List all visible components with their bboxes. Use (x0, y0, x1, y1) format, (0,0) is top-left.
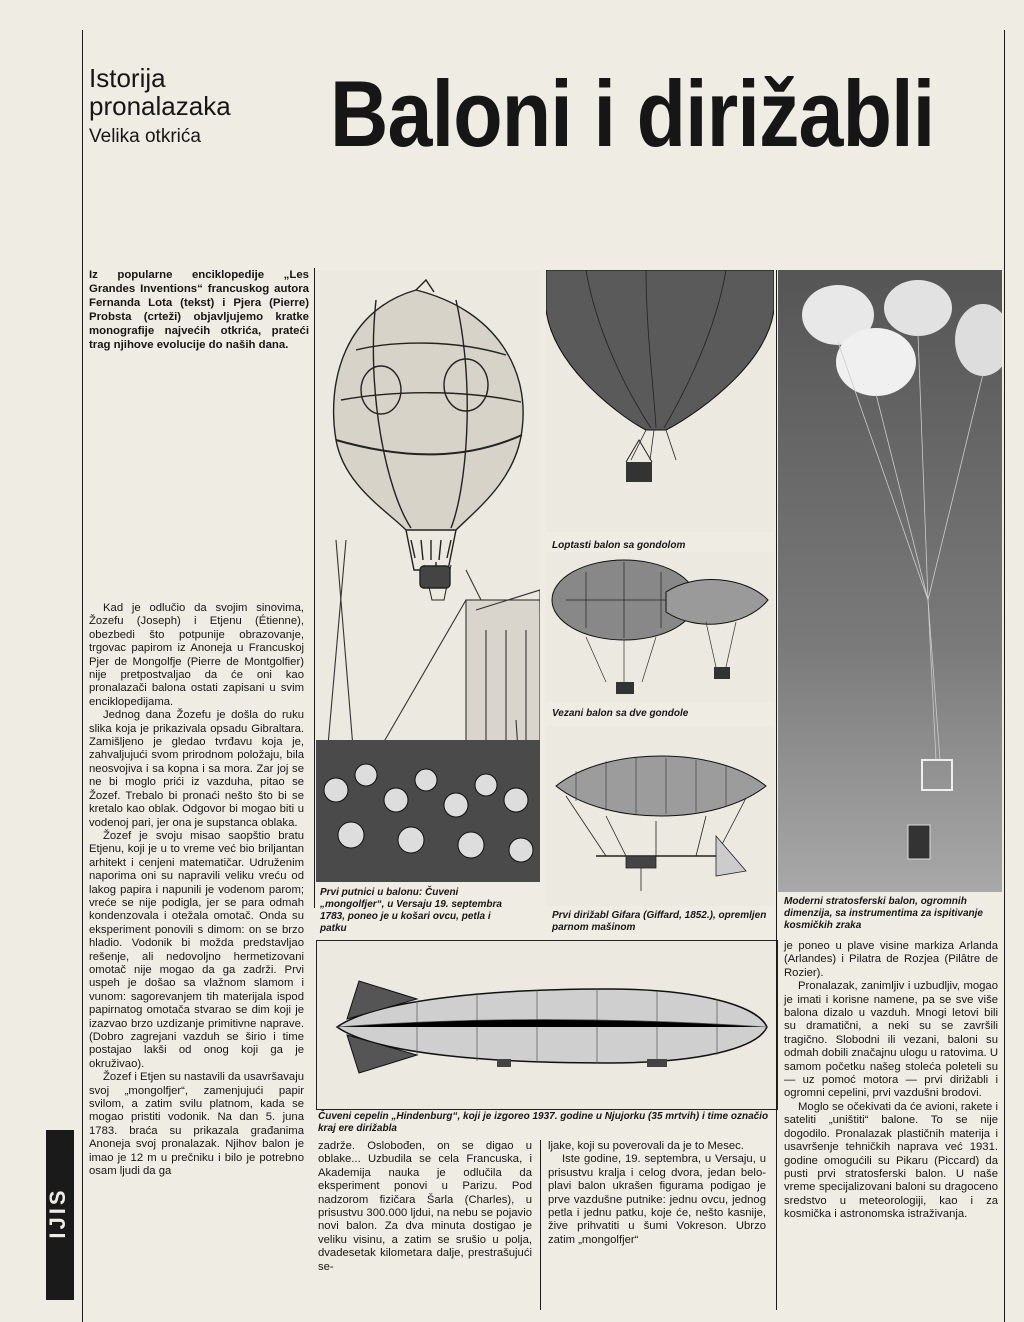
side-logo-text: IJIS (45, 1187, 70, 1239)
paragraph: ljake, koji su poverovali da je to Mesec. (548, 1140, 744, 1152)
stratospheric-balloon-photo (778, 270, 1002, 892)
caption-giffard: Prvi dirižabl Gifara (Giffard, 1852.), opremljen parnom mašinom (552, 910, 767, 933)
caption-tethered: Vezani balon sa dve gondole (552, 708, 689, 719)
paragraph: Moglo se očekivati da će avioni, rakete i sateliti „uništiti“ balone. To se nije dogodilo. Pronalazak plastičnih materija i usavršenje tehničkih naprava već 1931. godine omogućili su Pikaru (Piccard) da pusti prvi stratosferski balon. U naše vreme specijalizovani baloni su dragoceno sredstvo u meteorologiji, kao i za kosmička i astronomska istraživanja. (784, 1100, 998, 1221)
intro-paragraph: Iz popularne enciklopedije „Les Grandes Inventions“ francuskog autora Fernanda Lota (tekst) i Pjera (Pierre) Probsta (crteži) objavljujemo kratke monografije najvećih otkrića, prateći trag njihove evolucije do naših dana. (89, 269, 309, 351)
paragraph: Žozef je svoju misao saopštio bratu Etjenu, koji je u to vreme već bio briljantan arhitekt i cenjeni matematičar. Udruženim naporima oni su napravili veliku vreću od lakog papira i napunili je vodenom parom; vreće se nije podigla, jer se para odmah kondenzovala i otežala omotač. Onda su eksperiment ponovili s dimom: on se brzo hladio. Vodonik bi možda predstavljao rešenje, ali nedovoljno hermetizovani omotač nije mogao da ga zadrži. Prvi uspeh je došao sa vlažnom slamom i vunom: sagorevanjem tih materijala ispod papirnatog omotača stvarao se dim koji je izazvao brzo uzdizanje primitivne naprave. (Dobro zagrejani vazduh se širio i time postajao lakši od onog koji ga je okruživao). (89, 829, 304, 1070)
column-rule-1 (314, 268, 315, 908)
text-column-3 (548, 1140, 766, 1247)
paragraph: je poneo u plave visine markiza Arlanda (Arlandes) i Pilatra de Rozjea (Pilâtre de Rozier). (784, 940, 998, 979)
hindenburg-illustration (316, 940, 778, 1110)
paragraph: Iste godine, 19. septembra, u Versaju, u prisustvu kralja i celog dvora, jedan belo-plavi balon ukrašen figurama podigao je prve vazdušne putnike: jednu ovcu, jednog petla i jednu patku, koje će, nešto kasnije, žive prihvatiti u šumi Vokreson. Ubrzo zatim „mongolfjer“ (548, 1153, 766, 1246)
caption-hindenburg: Čuveni cepelin „Hindenburg“, koji je izgoreo 1937. godine u Njujorku (35 mrtvih) i time označio kraj ere dirižabla (318, 1111, 769, 1134)
spherical-balloon-illustration (546, 270, 774, 532)
side-logo (40, 1130, 80, 1310)
paragraph: zadrže. Oslobođen, on se digao u oblake... Uzbudila se cela Francuska, i Akademija nauka je odlučila da eksperiment ponovi u Parizu. Pod nadzorom fizičara Šarla (Charles), u prisustvu 300.000 ljdui, na nebu se pojavio novi balon. Za dva minuta dostigao je veliku visinu, a zatim se srušio u polja, dvadesetak kilometara dalje, prestrašujući se- (318, 1140, 532, 1273)
caption-spherical: Loptasti balon sa gondolom (552, 540, 686, 551)
caption-montgolfier: Prvi putnici u balonu: Čuveni „mongolfjer“, u Versaju 19. septembra 1783, poneo je u košari ovcu, petla i patku (320, 887, 502, 934)
series-subkicker: Velika otkrića (89, 126, 201, 147)
series-kicker: Istorija pronalazaka (89, 63, 231, 121)
paragraph: Jednog dana Žozefu je došla do ruku slika koja je prikazivala opsadu Gibraltara. Zamišljeno je gledao tvrđavu koja je, zahvaljujući svom prirodnom položaju, bila neosvojiva i sa kopna i sa mora. Zar joj se ne bi moglo prići iz vazduha, pitao se Žozef. Trebalo bi pronaći nešto što bi se kretalo kao oblak. Odgovor bi mogao biti u vodenoj pari, jer ona je supstanca oblaka. (89, 709, 304, 829)
paragraph: Kad je odlučio da svojim sinovima, Žozefu (Joseph) i Etjenu (Étienne), obezbedi što potpunije obrazovanje, trgovac papirom iz Anoneja u Francuskoj Pjer de Mongolfje (Pierre de Montgolfier) nije pretpostvaljao da će oni kao pronalazači balona ostati zapisani u svim enciklopedijama. (89, 602, 304, 708)
paragraph: Žozef i Etjen su nastavili da usavršavaju svoj „mongolfjer“, zamenjujući papir svilom, a zatim svilu platnom, kada se mogao pristiti vodonik. Na dan 5. juna 1783. braća su prikazala građanima Anoneja svoj pronalazak. Njihov balon je imao je 12 m u prečniku i bilo je potrebno osam ljudi da ga (89, 1071, 304, 1178)
caption-stratospheric: Moderni stratosferski balon, ogromnih dimenzija, sa instrumentima za ispitivanje kosmičkih zraka (784, 896, 983, 931)
left-margin-rule (82, 30, 83, 1322)
paragraph: Pronalazak, zanimljiv i uzbudljiv, mogao je imati i korisne namene, pa se sve više balona dizalo u vazduh. Mnogi letovi bili su dramatični, a neki su se završili tragično. Slobodni ili vezani, baloni su odmah dobili značajnu ulogu u ratovima. U samom početku našeg stoleća poleteli su — uz pomoć motora — prvi dirižabli i ogromni cepelini, prvi vazdušni brodovi. (784, 980, 998, 1100)
text-column-4 (784, 940, 998, 1222)
text-column-1 (89, 602, 304, 1178)
text-column-2 (318, 1140, 532, 1274)
page-title: Baloni i dirižabli (330, 61, 935, 166)
montgolfier-illustration (316, 270, 540, 882)
tethered-balloon-illustration (546, 552, 774, 702)
column-rule-3 (776, 270, 777, 1310)
right-margin-rule (1004, 30, 1005, 1322)
giffard-dirigible-illustration (546, 726, 774, 906)
column-rule-2 (540, 1140, 541, 1310)
